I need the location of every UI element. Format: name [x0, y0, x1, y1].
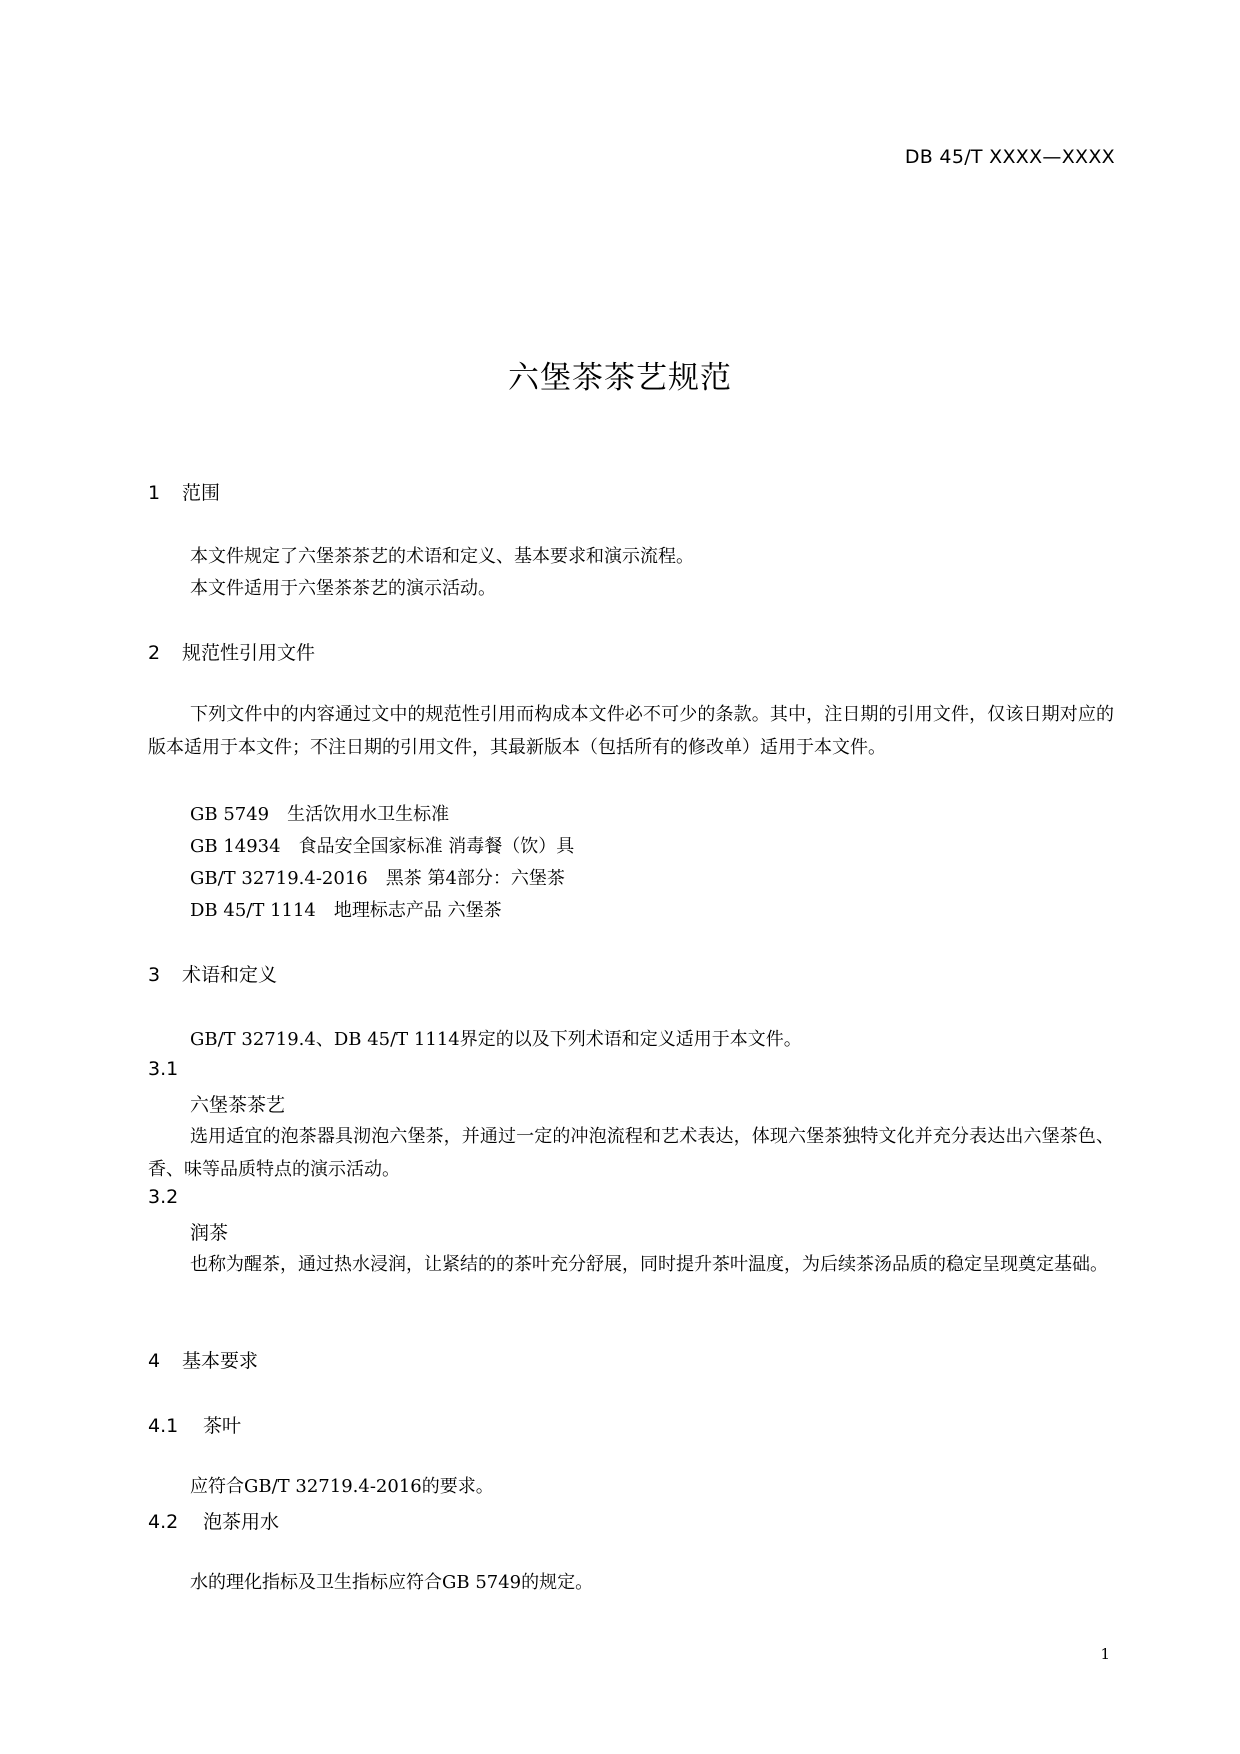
term-definition: 也称为醒茶，通过热水浸润，让紧结的的茶叶充分舒展，同时提升茶叶温度，为后续茶汤品质的稳定呈现奠定基础。 — [190, 1254, 1108, 1275]
section-number: 3 — [148, 964, 161, 986]
section-1-heading — [148, 478, 220, 505]
document-code: DB 45/T XXXX—XXXX — [904, 146, 1115, 168]
paragraph: 水的理化指标及卫生指标应符合GB 5749的规定。 — [190, 1572, 594, 1593]
section-number: 4 — [148, 1350, 161, 1372]
section-title: 术语和定义 — [182, 964, 278, 986]
paragraph: 本文件规定了六堡茶茶艺的术语和定义、基本要求和演示流程。 — [190, 546, 694, 567]
subsection-title: 泡茶用水 — [203, 1511, 280, 1533]
section-3-heading — [148, 960, 277, 987]
section-title: 规范性引用文件 — [182, 642, 316, 664]
section-4-heading — [148, 1346, 258, 1373]
reference-item: DB 45/T 1114 地理标志产品 六堡茶 — [190, 900, 502, 921]
term-name: 六堡茶茶艺 — [190, 1094, 286, 1116]
subsection-number: 4.1 — [148, 1415, 179, 1437]
document-title: 六堡茶茶艺规范 — [508, 360, 732, 396]
section-title: 基本要求 — [182, 1350, 259, 1372]
term-definition: 选用适宜的泡茶器具沏泡六堡茶，并通过一定的冲泡流程和艺术表达，体现六堡茶独特文化并充分表达出六堡茶色、香、味等品质特点的演示活动。 — [148, 1126, 1114, 1180]
term-name: 润茶 — [190, 1222, 229, 1244]
subsection-4-2-heading — [148, 1507, 279, 1534]
section-number: 1 — [148, 482, 161, 504]
paragraph: 本文件适用于六堡茶茶艺的演示活动。 — [190, 578, 496, 599]
paragraph: GB/T 32719.4、DB 45/T 1114界定的以及下列术语和定义适用于本文件。 — [190, 1029, 802, 1050]
reference-item: GB 14934 食品安全国家标准 消毒餐（饮）具 — [190, 836, 575, 857]
subsection-4-1-heading — [148, 1411, 241, 1438]
section-number: 2 — [148, 642, 161, 664]
paragraph: 应符合GB/T 32719.4-2016的要求。 — [190, 1476, 494, 1497]
section-title: 范围 — [182, 482, 221, 504]
reference-item: GB/T 32719.4-2016 黑茶 第4部分：六堡茶 — [190, 868, 565, 889]
reference-item: GB 5749 生活饮用水卫生标准 — [190, 804, 450, 825]
subsection-title: 茶叶 — [203, 1415, 242, 1437]
paragraph: 下列文件中的内容通过文中的规范性引用而构成本文件必不可少的条款。其中，注日期的引用文件，仅该日期对应的版本适用于本文件；不注日期的引用文件，其最新版本（包括所有的修改单）适用于本文件。 — [148, 704, 1114, 758]
subsection-number: 4.2 — [148, 1511, 179, 1533]
page-number: 1 — [1100, 1645, 1110, 1663]
term-number: 3.1 — [148, 1058, 179, 1080]
term-number: 3.2 — [148, 1186, 179, 1208]
section-2-heading — [148, 638, 315, 665]
